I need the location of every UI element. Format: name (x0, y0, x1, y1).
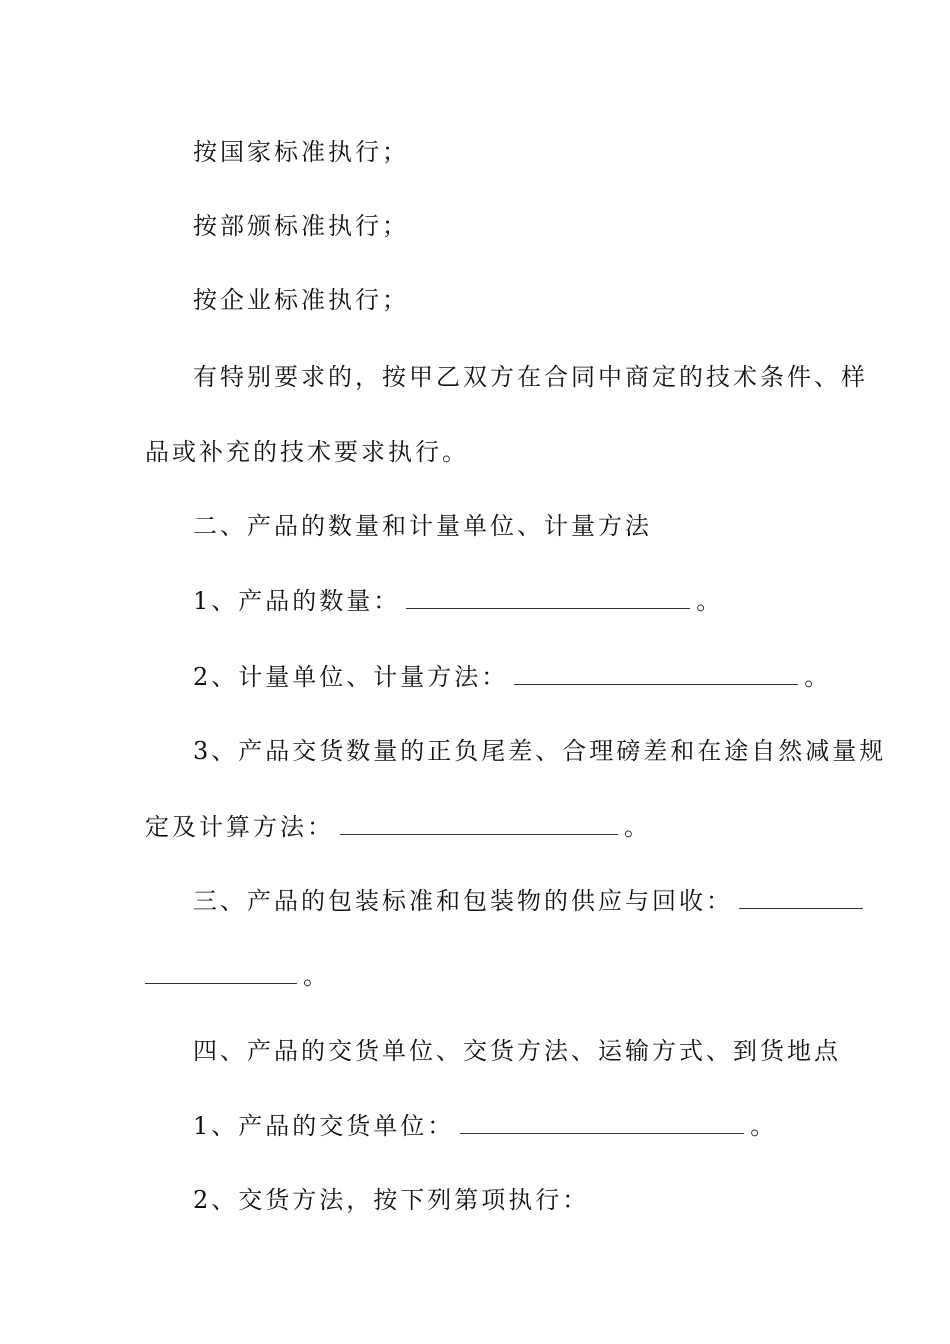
section-heading-quantity: 二、产品的数量和计量单位、计量方法 (193, 512, 652, 540)
item-delivery-method: 2、交货方法，按下列第项执行： (193, 1186, 590, 1214)
item-end-mark: 。 (804, 663, 829, 691)
item-end-mark: 。 (750, 1112, 775, 1140)
item-product-quantity-label: 1、产品的数量： (193, 587, 401, 615)
section-packaging-continuation (145, 956, 810, 996)
fill-in-blank (145, 959, 297, 984)
item-delivery-unit (193, 1106, 810, 1146)
section-heading-delivery: 四、产品的交货单位、交货方法、运输方式、到货地点 (193, 1037, 841, 1065)
section-heading-packaging (193, 881, 810, 921)
clause-special-requirements-line2: 品或补充的技术要求执行。 (145, 438, 469, 466)
clause-special-requirements-line1: 有特别要求的，按甲乙双方在合同中商定的技术条件、样 (193, 363, 868, 391)
item-measurement-unit-label: 2、计量单位、计量方法： (193, 663, 509, 691)
fill-in-blank (340, 810, 618, 835)
fill-in-blank (514, 660, 798, 685)
item-end-mark: 。 (624, 813, 648, 841)
item-measurement-unit (193, 657, 829, 697)
section-heading-packaging-label: 三、产品的包装标准和包装物的供应与回收： (193, 887, 733, 915)
item-end-mark: 。 (696, 587, 721, 615)
clause-ministry-standard: 按部颁标准执行； (193, 212, 409, 240)
clause-national-standard: 按国家标准执行； (193, 138, 409, 166)
fill-in-blank (406, 584, 690, 609)
item-delivery-tolerance-line1: 3、产品交货数量的正负尾差、合理磅差和在途自然减量规 (193, 737, 887, 765)
item-product-quantity (193, 581, 810, 621)
item-delivery-tolerance-line2 (145, 807, 810, 847)
clause-enterprise-standard: 按企业标准执行； (193, 286, 409, 314)
item-delivery-unit-label: 1、产品的交货单位： (193, 1112, 455, 1140)
fill-in-blank (460, 1109, 744, 1134)
item-delivery-tolerance-label: 定及计算方法： (145, 813, 334, 841)
item-end-mark: 。 (303, 962, 327, 990)
fill-in-blank (739, 884, 863, 909)
